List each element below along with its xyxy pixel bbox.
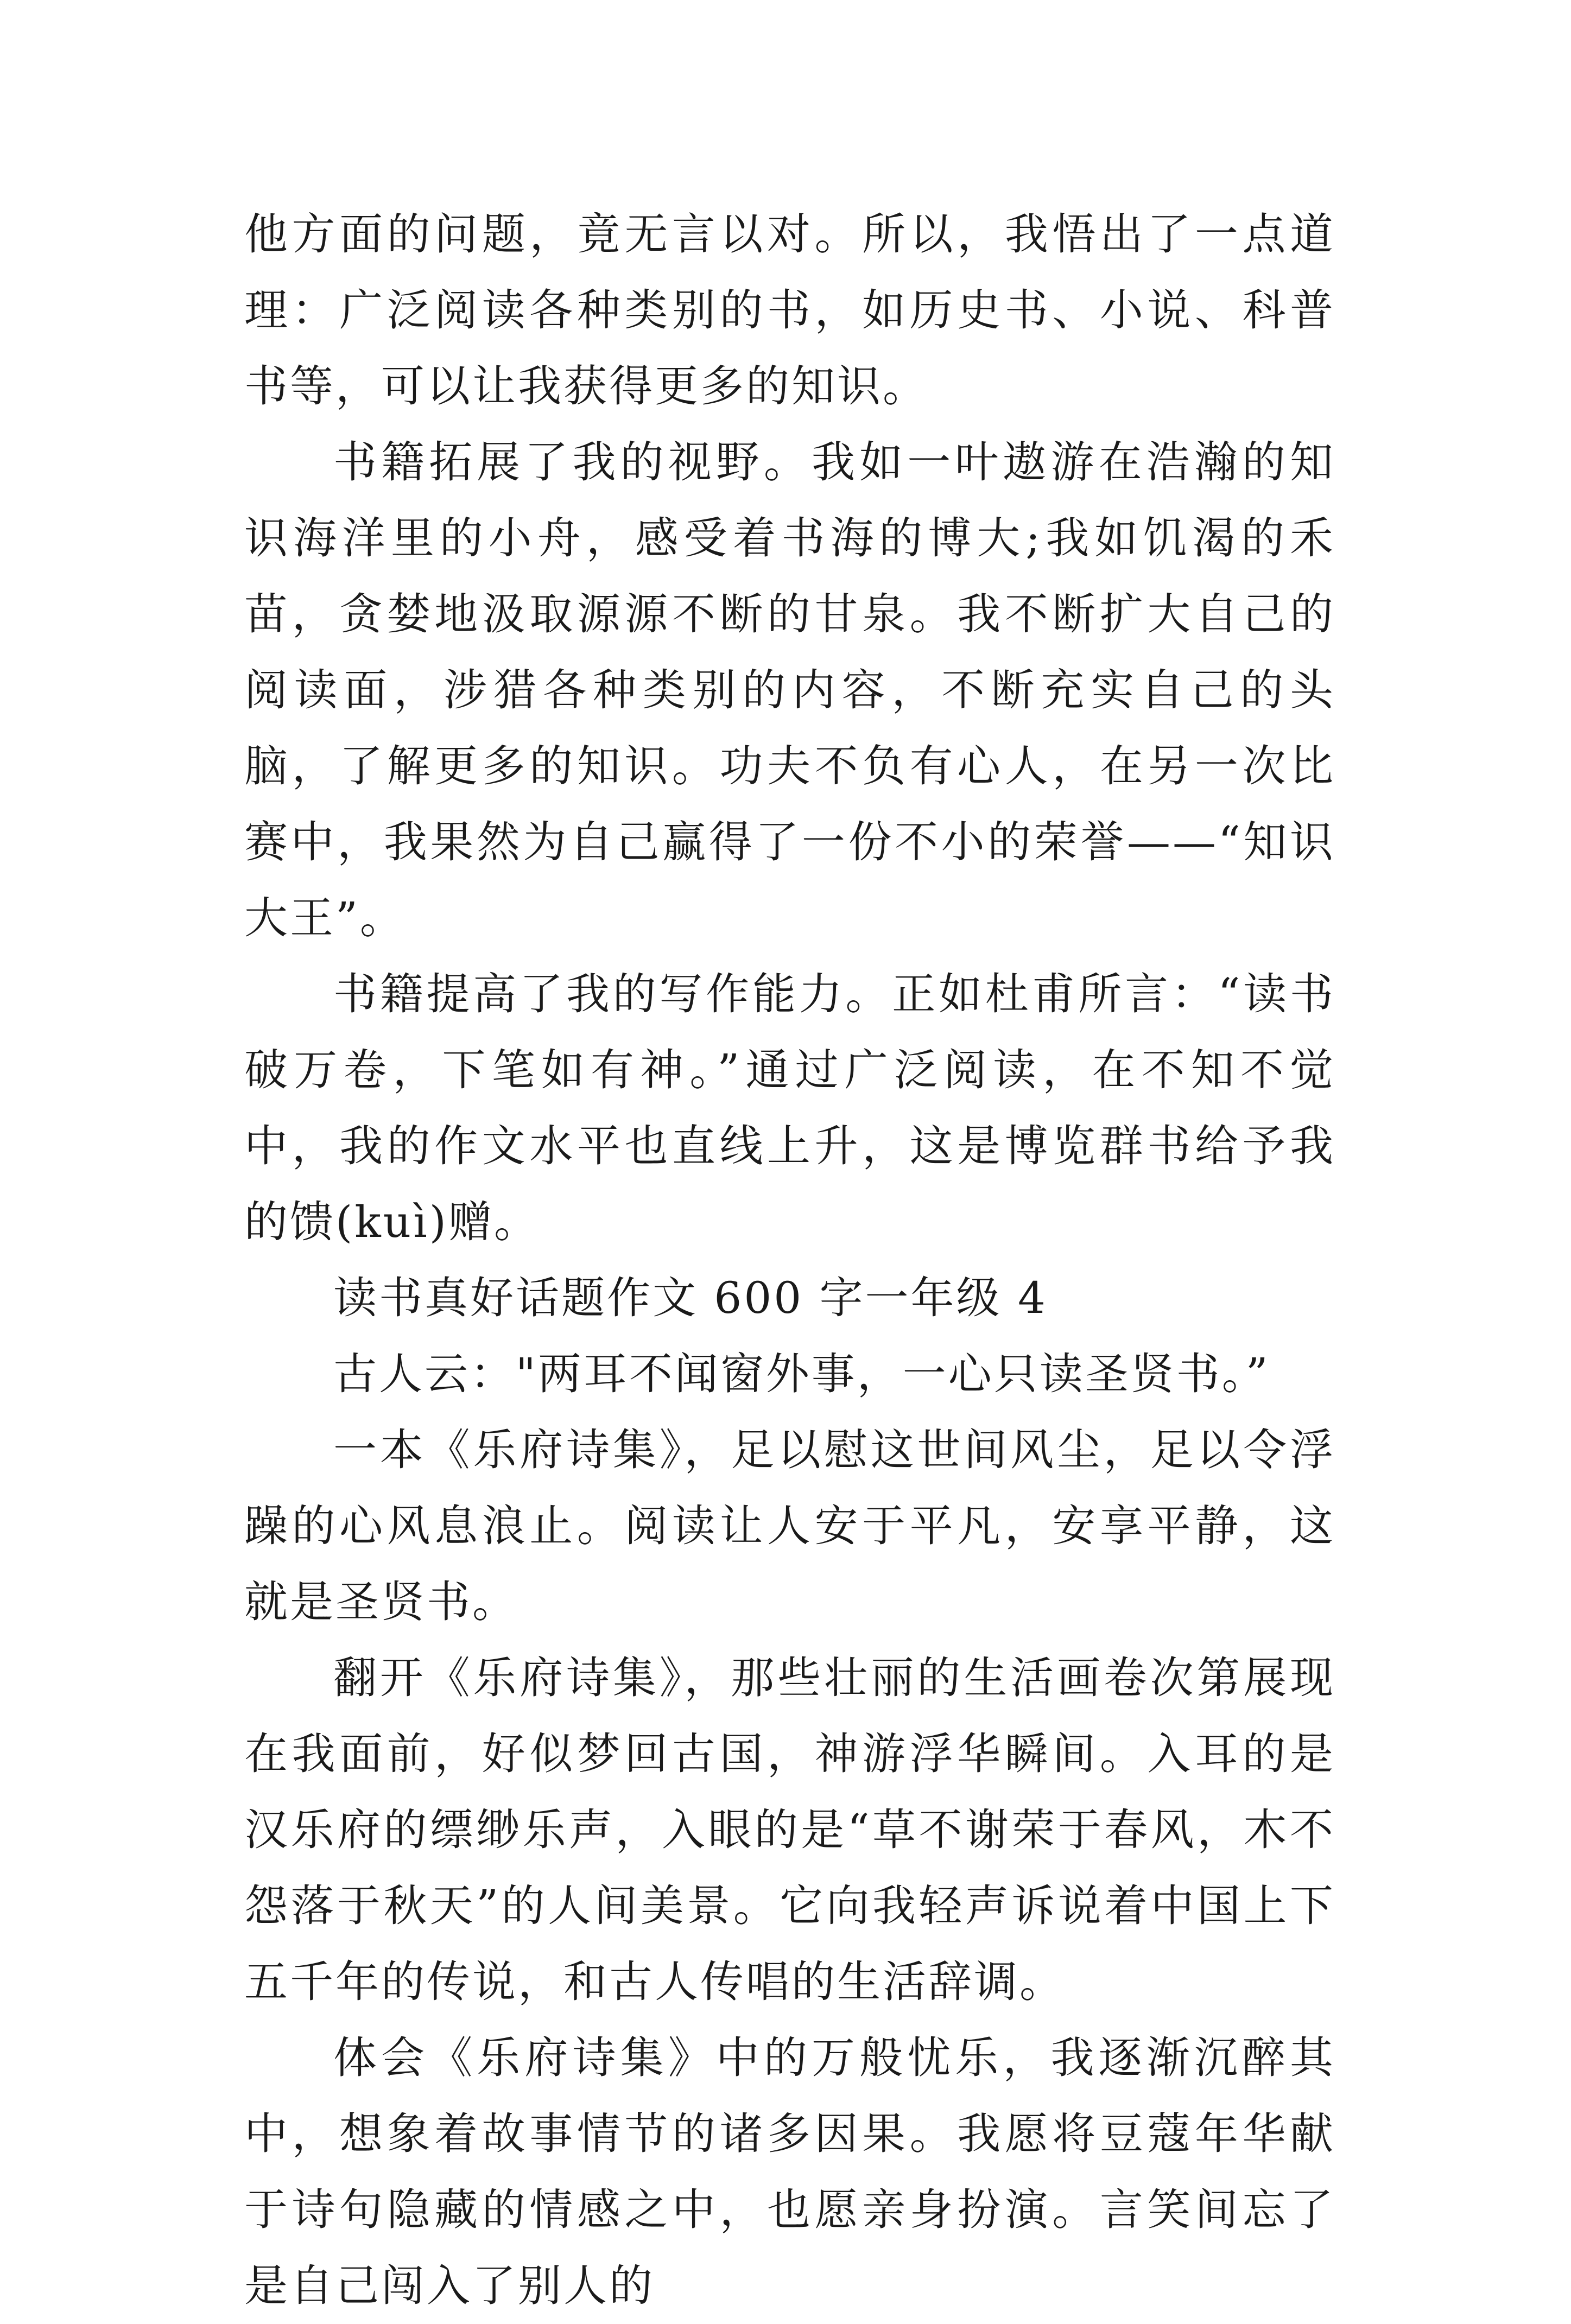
paragraph: 书籍提高了我的写作能力。正如杜甫所言：“读书破万卷，下笔如有神。”通过广泛阅读，在不知不觉中，我的作文水平也直线上升，这是博览群书给予我的馈(kuì)赠。 [244, 969, 1335, 1247]
paragraph: 翻开《乐府诗集》，那些壮丽的生活画卷次第展现在我面前，好似梦回古国，神游浮华瞬间。入耳的是汉乐府的缥缈乐声，入眼的是“草不谢荣于春风，木不怨落于秋天”的人间美景。它向我轻声诉说着中国上下五千年的传说，和古人传唱的生活辞调。 [244, 1653, 1335, 2007]
document-body [244, 196, 1335, 2324]
paragraph: 古人云："两耳不闻窗外事，一心只读圣贤书。” [333, 1349, 1270, 1399]
paragraph: 一本《乐府诗集》，足以慰这世间风尘，足以令浮躁的心风息浪止。阅读让人安于平凡，安享平静，这就是圣贤书。 [244, 1425, 1335, 1627]
paragraph: 他方面的问题，竟无言以对。所以，我悟出了一点道理：广泛阅读各种类别的书，如历史书、小说、科普书等，可以让我获得更多的知识。 [244, 209, 1335, 411]
section-heading: 读书真好话题作文 600 字一年级 4 [333, 1273, 1048, 1323]
paragraph: 体会《乐府诗集》中的万般忧乐，我逐渐沉醉其中，想象着故事情节的诸多因果。我愿将豆蔻年华献于诗句隐藏的情感之中，也愿亲身扮演。言笑间忘了是自己闯入了别人的 [244, 2033, 1335, 2311]
paragraph: 书籍拓展了我的视野。我如一叶遨游在浩瀚的知识海洋里的小舟，感受着书海的博大;我如饥渴的禾苗，贪婪地汲取源源不断的甘泉。我不断扩大自己的阅读面，涉猎各种类别的内容，不断充实自己的头脑，了解更多的知识。功夫不负有心人，在另一次比赛中，我果然为自己赢得了一份不小的荣誉——“知识大王”。 [244, 437, 1335, 943]
